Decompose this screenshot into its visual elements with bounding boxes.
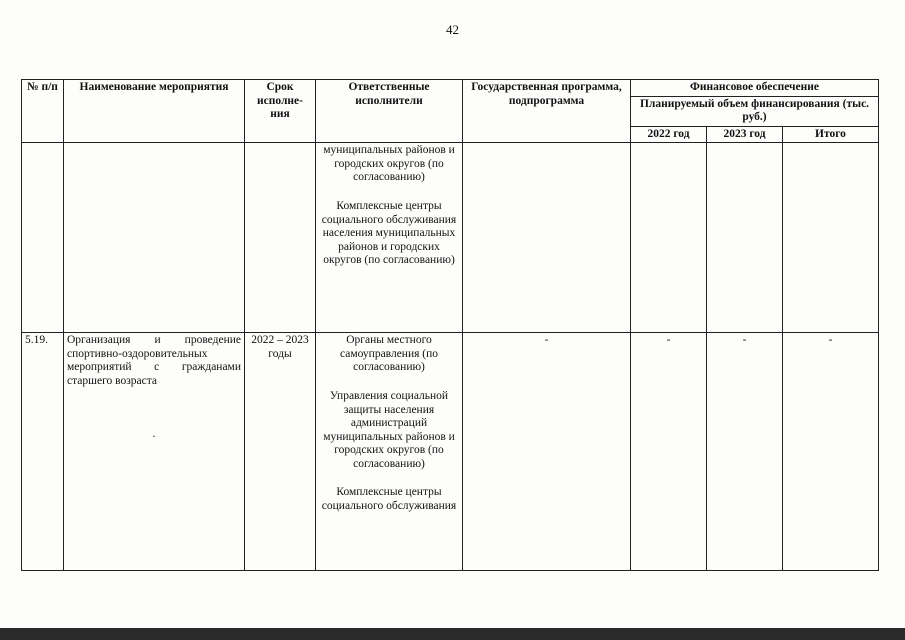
executor-entry: Управления социальной защиты населения администраций муниципальных районов и городских округов (по согласованию) [323, 389, 455, 470]
row-2023: - [707, 333, 783, 571]
scan-edge [0, 628, 905, 640]
table-row [22, 143, 879, 333]
header-finance: Финансовое обеспечение [631, 80, 879, 97]
header-name: Наименование мероприятия [64, 80, 245, 143]
executor-entry: Комплексные центры социального обслуживания [321, 486, 457, 512]
header-executors: Ответственные исполнители [316, 80, 463, 143]
events-table [21, 79, 879, 571]
header-total: Итого [783, 126, 879, 143]
header-year-2022: 2022 год [631, 126, 707, 143]
header-num: № п/п [22, 80, 64, 143]
row-executors [316, 143, 463, 333]
row-total: - [783, 333, 879, 571]
row-2022 [631, 143, 707, 333]
header-planned: Планируемый объем финансирования (тыс. руб.) [631, 96, 879, 126]
row-name [64, 333, 245, 571]
row-num [22, 143, 64, 333]
executor-entry: Органы местного самоуправления (по согласованию) [339, 334, 439, 374]
row-term [245, 143, 316, 333]
executor-entry: Комплексные центры социального обслуживания населения муниципальных районов и городских округов (по согласованию) [321, 199, 457, 267]
page-number: 42 [446, 22, 459, 37]
row-2023 [707, 143, 783, 333]
row-name-text: Организация и проведение спортивно-оздоровительных мероприятий с гражданами старшего возраста [67, 334, 241, 387]
row-program [463, 143, 631, 333]
table-row [22, 333, 879, 571]
header-year-2023: 2023 год [707, 126, 783, 143]
stray-mark: · [152, 430, 156, 443]
row-name [64, 143, 245, 333]
row-term: 2022 – 2023 годы [245, 333, 316, 571]
row-2022: - [631, 333, 707, 571]
header-program: Государственная программа, подпрограмма [463, 80, 631, 143]
row-program: - [463, 333, 631, 571]
header-term: Срок исполне-ния [245, 80, 316, 143]
row-executors [316, 333, 463, 571]
executor-entry: муниципальных районов и городских округов (по согласованию) [323, 144, 455, 184]
row-num: 5.19. [22, 333, 64, 571]
row-total [783, 143, 879, 333]
